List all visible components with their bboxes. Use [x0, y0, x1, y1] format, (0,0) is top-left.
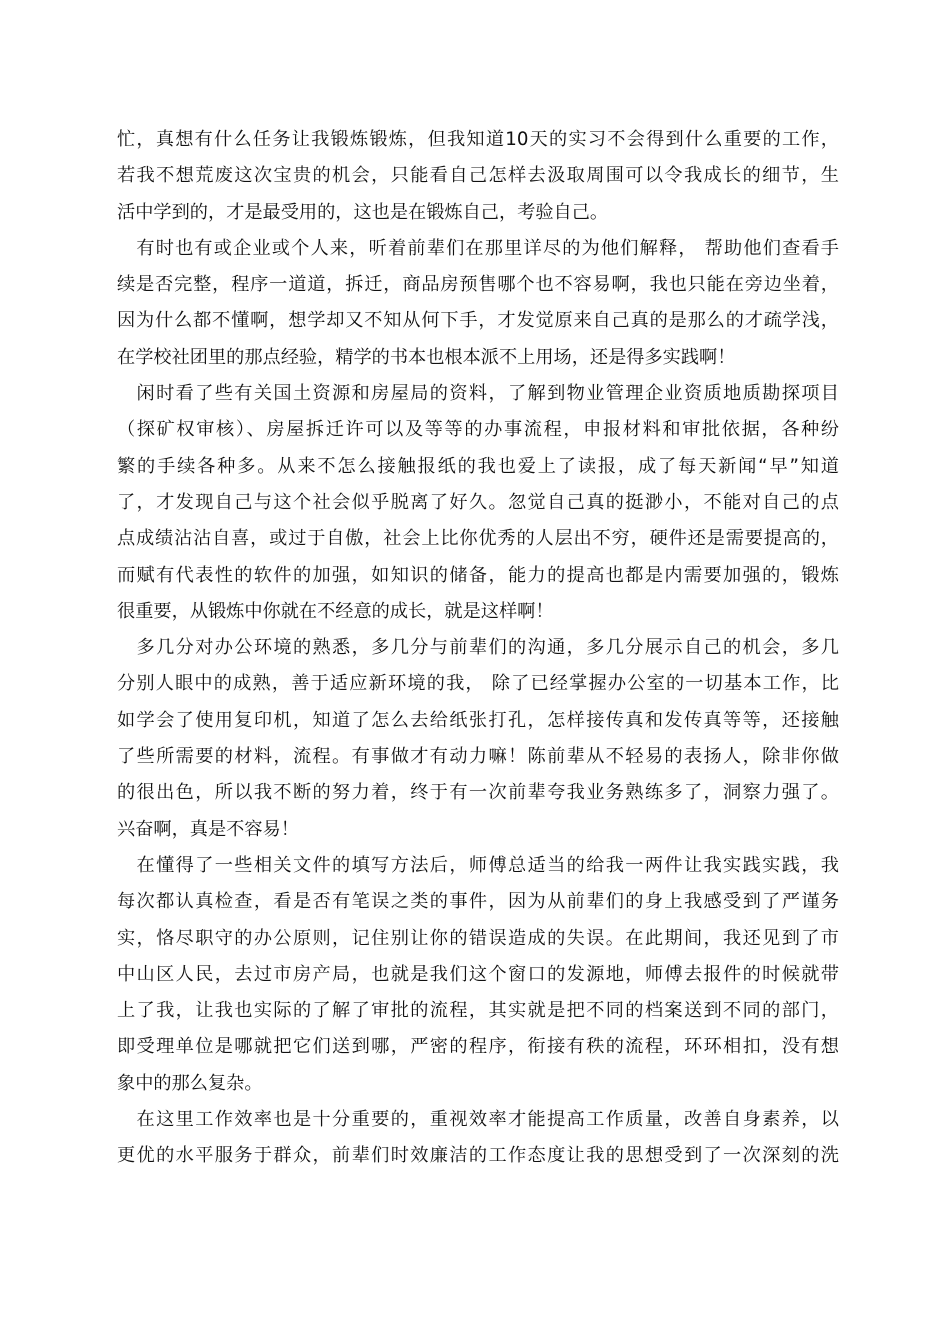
text-line: 每次都认真检查，看是否有笔误之类的事件，因为从前辈们的身上我感受到了严谨务 [117, 891, 839, 913]
text-line: 如学会了使用复印机，知道了怎么去给纸张打孔，怎样接传真和发传真等等，还接触 [117, 709, 839, 731]
text-line: 象中的那么复杂。 [117, 1072, 263, 1094]
text-line: 即受理单位是哪就把它们送到哪，严密的程序，衔接有秩的流程，环环相扣，没有想 [117, 1036, 839, 1058]
text-line: （探矿权审核）、房屋拆迁许可以及等等的办事流程，申报材料和审批依据，各种纷 [117, 419, 839, 441]
text-line: 了些所需要的材料，流程。有事做才有动力嘛！陈前辈从不轻易的表扬人，除非你做 [117, 746, 839, 768]
text-line: 在懂得了一些相关文件的填写方法后，师傅总适当的给我一两件让我实践实践，我 [117, 854, 839, 876]
text-line: 实，恪尽职守的办公原则，记住别让你的错误造成的失误。在此期间，我还见到了市 [117, 927, 839, 949]
text-line: 了，才发现自己与这个社会似乎脱离了好久。忽觉自己真的挺渺小，不能对自己的点 [117, 491, 839, 513]
text-line: 忙，真想有什么任务让我锻炼锻炼，但我知道10天的实习不会得到什么重要的工作， [117, 129, 839, 150]
text-line: 在学校社团里的那点经验，精学的书本也根本派不上用场，还是得多实践啊！ [117, 346, 736, 368]
document-body [117, 122, 839, 1175]
text-line: 而赋有代表性的软件的加强，如知识的储备，能力的提高也都是内需要加强的，锻炼 [117, 564, 839, 586]
text-line: 活中学到的，才是最受用的，这也是在锻炼自己，考验自己。 [117, 201, 609, 223]
text-line: 更优的水平服务于群众，前辈们时效廉洁的工作态度让我的思想受到了一次深刻的洗 [117, 1145, 839, 1167]
text-line: 分别人眼中的成熟，善于适应新环境的我， 除了已经掌握办公室的一切基本工作，比 [117, 673, 839, 695]
text-line: 点成绩沾沾自喜，或过于自傲，社会上比你优秀的人层出不穷，硬件还是需要提高的， [117, 528, 839, 550]
text-line: 因为什么都不懂啊，想学却又不知从何下手，才发觉原来自己真的是那么的才疏学浅， [117, 310, 839, 332]
text-line: 很重要，从锻炼中你就在不经意的成长，就是这样啊！ [117, 600, 554, 622]
text-line: 续是否完整，程序一道道，拆迁，商品房预售哪个也不容易啊，我也只能在旁边坐着， [117, 274, 839, 296]
text-line: 上了我，让我也实际的了解了审批的流程，其实就是把不同的档案送到不同的部门， [117, 1000, 839, 1022]
text-line: 中山区人民，去过市房产局，也就是我们这个窗口的发源地，师傅去报件的时候就带 [117, 963, 839, 985]
text-line: 多几分对办公环境的熟悉，多几分与前辈们的沟通，多几分展示自己的机会，多几 [117, 637, 839, 659]
text-line: 在这里工作效率也是十分重要的，重视效率才能提高工作质量，改善自身素养，以 [117, 1109, 839, 1131]
text-line: 闲时看了些有关国土资源和房屋局的资料，了解到物业管理企业资质地质勘探项目 [117, 383, 839, 405]
text-line: 兴奋啊，真是不容易！ [117, 818, 299, 840]
text-line: 的很出色，所以我不断的努力着，终于有一次前辈夸我业务熟练多了，洞察力强了。 [117, 782, 839, 804]
text-line: 若我不想荒废这次宝贵的机会，只能看自己怎样去汲取周围可以令我成长的细节，生 [117, 165, 839, 187]
text-line: 有时也有或企业或个人来，听着前辈们在那里详尽的为他们解释， 帮助他们查看手 [117, 237, 839, 259]
text-line: 繁的手续各种多。从来不怎么接触报纸的我也爱上了读报，成了每天新闻“早”知道 [117, 455, 839, 477]
